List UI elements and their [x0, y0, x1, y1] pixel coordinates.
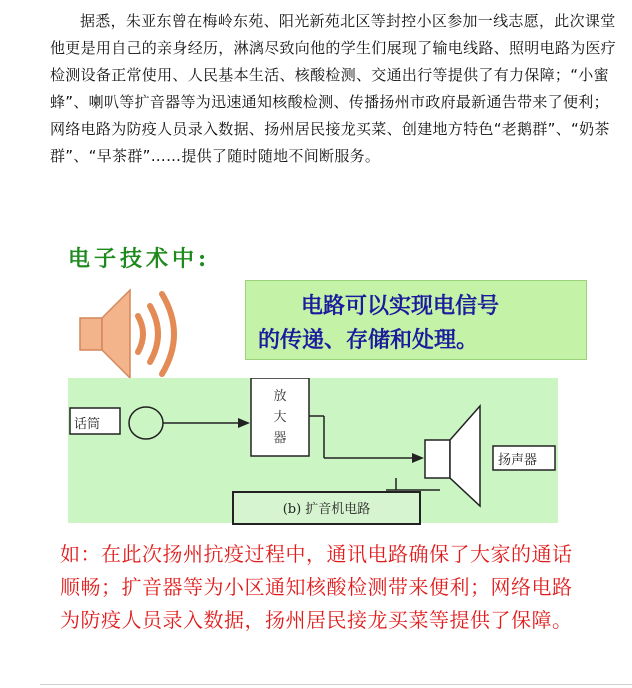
speaker-label: 扬声器 [498, 453, 538, 468]
amplifier-label-1: 放 [273, 389, 287, 404]
highlight-line-2: 的传递、存储和处理。 [258, 328, 479, 353]
speaker-icon [72, 280, 192, 390]
article-paragraph: 据悉，朱亚东曾在梅岭东苑、阳光新苑北区等封控小区参加一线志愿，此次课堂他更是用自己的亲身经历，淋漓尽致向他的学生们展现了输电线路、照明电路为医疗检测设备正常使用、人民基本生活、核酸检测、交通出行等提供了有力保障；“小蜜蜂”、喇叭等扩音器等为迅速通知核酸检测、传播扬州市政府最新通告带来了便利；网络电路为防疫人员录入数据、扬州居民接龙买菜、创建地方特色“老鹅群”、“奶茶群”、“早茶群”……提供了随时随地不间断服务。 [50, 12, 617, 165]
divider [40, 684, 632, 685]
amplifier-label-2: 大 [273, 410, 287, 425]
highlight-line-1: 电路可以实现电信号 [301, 294, 500, 319]
slide-title: 电子技术中: [68, 246, 211, 272]
circuit-caption-box [232, 491, 421, 525]
circuit-caption: (b) 扩音机电路 [282, 502, 371, 517]
slide-image [60, 228, 590, 683]
highlight-box [245, 280, 587, 360]
amplifier-label-3: 器 [273, 431, 287, 446]
example-text: 如：在此次扬州抗疫过程中，通讯电路确保了大家的通话顺畅；扩音器等为小区通知核酸检测带来便利；网络电路为防疫人员录入数据，扬州居民接龙买菜等提供了保障。 [60, 542, 573, 632]
microphone-label: 话筒 [74, 417, 101, 432]
